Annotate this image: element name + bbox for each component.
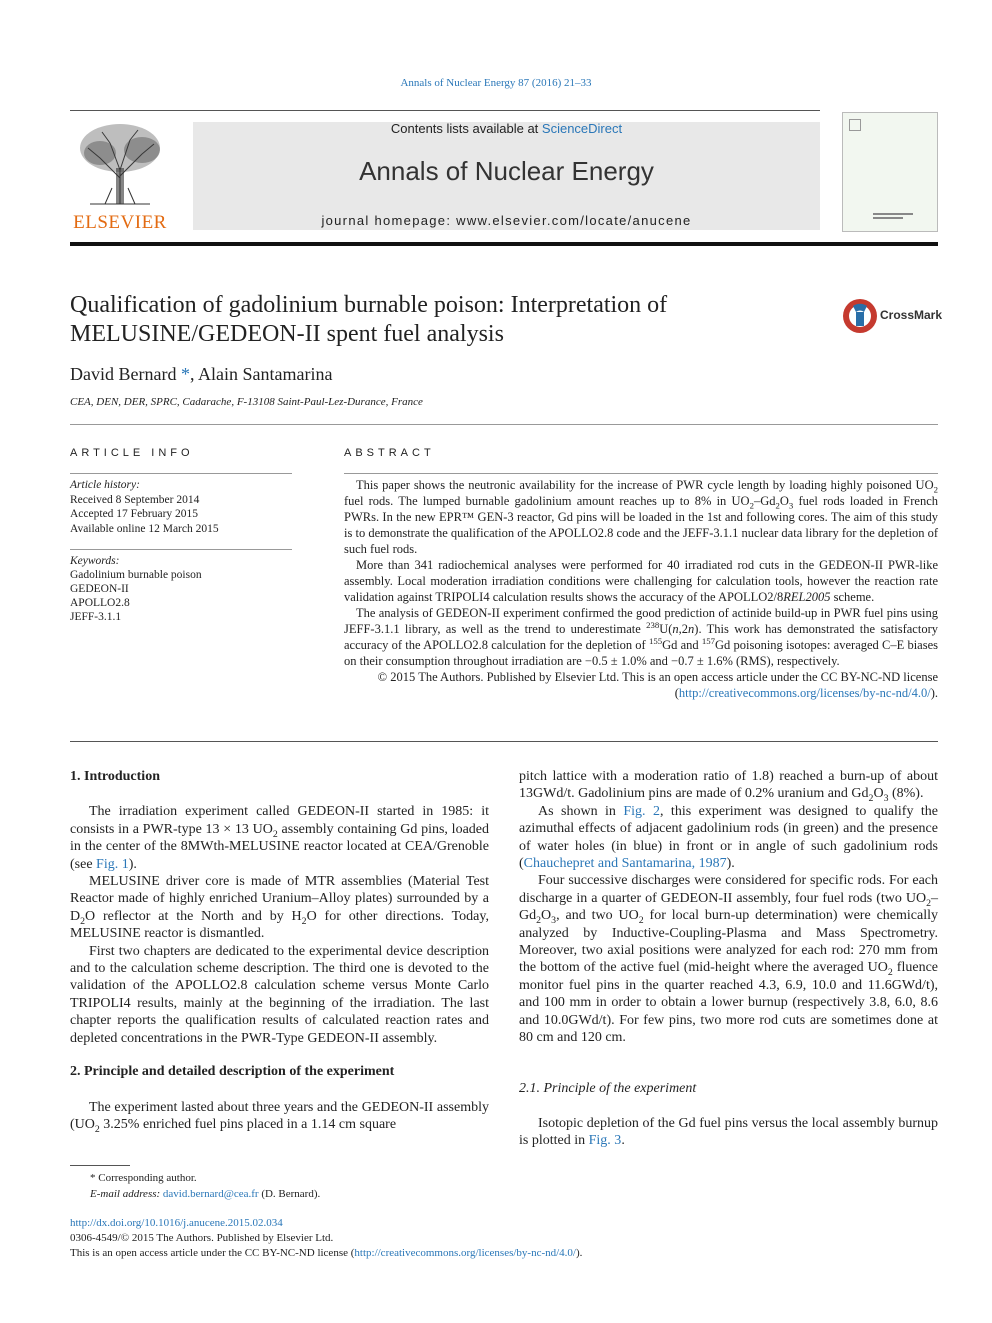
elsevier-logo[interactable] [70, 118, 170, 233]
history-label: Article history: [70, 479, 140, 491]
section-heading: 1. Introduction [70, 769, 160, 784]
received-date: Received 8 September 2014 [70, 493, 200, 506]
homepage-url[interactable]: www.elsevier.com/locate/anucene [456, 213, 692, 228]
article-title: Qualification of gadolinium burnable poison: Interpretation of MELUSINE/GEDEON-II spent fuel analysis [70, 292, 668, 347]
figure-link[interactable]: Fig. 2 [623, 803, 660, 819]
figure-link[interactable]: Fig. 1 [96, 856, 129, 872]
online-date: Available online 12 March 2015 [70, 522, 219, 535]
author-list [70, 364, 332, 385]
body-paragraph: pitch lattice with a moderation ratio of 1.8) reached a burn-up of about 13GWd/t. Gadolinium pins are made of 0.2% uranium and $Gd_2O_3$ (8%). [519, 769, 938, 805]
keyword: APOLLO2.8 [70, 597, 130, 609]
author-name: Alain Santamarina [197, 364, 333, 384]
abstract-heading: ABSTRACT [344, 447, 435, 459]
contents-line [193, 121, 820, 136]
cover-decoration [873, 213, 913, 215]
sciencedirect-link[interactable]: ScienceDirect [541, 121, 623, 136]
keyword: JEFF-3.1.1 [70, 611, 122, 623]
section-heading: 2. Principle and detailed description of the experiment [70, 1064, 395, 1080]
abstract-paragraph: This paper shows the neutronic availability for the increase of PWR cycle length by loading highly poisoned $UO_2$ fuel rods. The lumped burnable gadolinium amount reaches up to 8% in $UO_2-Gd_2O_3$ fuel rods loaded in French PWRs. In the new EPR™ GEN-3 reactor, Gd pins will be loaded in the 1st and following cores. The aim of this study is to demonstrate the qualification of the APOLLO2.8 code and the JEFF-3.1.1 nuclear data library for the depletion of such fuel rods. [344, 478, 938, 556]
footnote [70, 1170, 320, 1202]
body-column-right [519, 768, 938, 1150]
crossmark-label: CrossMark [880, 308, 943, 322]
homepage-line [193, 213, 820, 228]
body-paragraph: Isotopic depletion of the Gd fuel pins versus the local assembly burnup is plotted in Fig. 3. [519, 1115, 938, 1149]
author-name: David Bernard [70, 364, 177, 384]
contents-prefix: Contents lists available at [390, 121, 542, 136]
email-link[interactable]: david.bernard@cea.fr [162, 1188, 259, 1200]
footnote-rule [70, 1165, 130, 1166]
keywords [70, 554, 300, 624]
email-note: E-mail address: david.bernard@cea.fr (D. Bernard). [90, 1188, 321, 1200]
affiliation: CEA, DEN, DER, SPRC, Cadarache, F-13108 Saint-Paul-Lez-Durance, France [70, 396, 423, 408]
crossmark-badge[interactable] [842, 298, 952, 334]
divider [70, 473, 292, 474]
article-info-heading: ARTICLE INFO [70, 447, 194, 459]
divider [70, 741, 938, 742]
reference-link[interactable]: Chauchepret and Santamarina, 1987 [523, 856, 727, 872]
keyword: GEDEON-II [70, 583, 129, 595]
body-paragraph: Four successive discharges were considered for specific rods. For each discharge in a quarter of GEDEON-II assembly, four fuel rods (two $UO_2-Gd_2O_3$, and two $UO_2$ for local burn-up determination) were chemically analyzed by Inductive-Coupling-Plasma and Mass Spectrometry. Moreover, two axial positions were analyzed for each rod: 270 mm from the bottom of the active fuel (mid-height where the averaged $UO_2$ fluence monitor fuel pins in the quarter reached 4.3, 6.9, 10.0 and 11.6GWd/t), and 100 mm in order to obtain a lower burnup (respectively 3.8, 6.0, 8.6 and 10.0GWd/t). For few pins, two more rod cuts are sometimes done at 80 cm and 120 cm. [519, 873, 938, 1046]
journal-title: Annals of Nuclear Energy [359, 156, 654, 186]
body-paragraph: As shown in Fig. 2, this experiment was designed to qualify the azimuthal effects of adjacent gadolinium rods (in green) and the presence of water holes (in blue) in front or in angle of such gadolinium rods (Chauchepret and Santamarina, 1987). [519, 803, 938, 872]
license-link[interactable]: http://creativecommons.org/licenses/by-nc-nd/4.0/ [678, 686, 931, 700]
body-paragraph: MELUSINE driver core is made of MTR assemblies (Material Test Reactor made of highly enriched Uranium–Alloy plates) surrounded by a $D_2O$ reflector at the North and by $H_2O$ for other directions. Today, MELUSINE reactor is dismantled. [70, 874, 489, 942]
corresponding-author-mark[interactable]: * [176, 364, 190, 384]
body-paragraph: First two chapters are dedicated to the experimental device description and to the calculation scheme description. The third one is devoted to the validation of the APOLLO2.8 calculation scheme versus Monte Carlo TRIPOLI4 results, mainly at the beginning of the irradiation. The last chapter reports the qualification results of calculated reaction rates and depleted concentrations in the PWR-Type GEDEON-II assembly. [70, 943, 489, 1046]
doi-link[interactable]: http://dx.doi.org/10.1016/j.anucene.2015.02.034 [70, 1217, 283, 1229]
header-rule-bottom [70, 242, 938, 246]
issn-line: 0306-4549/© 2015 The Authors. Published by Elsevier Ltd. [70, 1232, 334, 1244]
body-paragraph: The experiment lasted about three years and the GEDEON-II assembly ($UO_2$ 3.25% enriched fuel pins placed in a 1.14 cm square [70, 1099, 489, 1135]
figure-link[interactable]: Fig. 3 [588, 1133, 622, 1149]
publisher-name: ELSEVIER [73, 212, 167, 233]
cover-decoration [873, 217, 903, 219]
cover-logo-icon [849, 119, 861, 131]
keywords-label: Keywords: [70, 555, 120, 567]
license-link[interactable]: http://creativecommons.org/licenses/by-nc-nd/4.0/ [354, 1247, 576, 1259]
subsection-heading: 2.1. Principle of the experiment [519, 1080, 697, 1096]
author-separator: , [189, 364, 198, 384]
article-history [70, 478, 300, 536]
abstract-copyright: © 2015 The Authors. Published by Elsevier Ltd. This is an open access article under the CC BY-NC-ND license (http://creativecommons.org/licenses/by-nc-nd/4.0/). [377, 670, 938, 700]
abstract-body [344, 477, 938, 701]
journal-cover-thumbnail[interactable] [842, 112, 938, 232]
header-rule-top [70, 110, 820, 111]
homepage-label: journal homepage: [321, 213, 457, 228]
crossmark-icon [842, 298, 878, 334]
corresponding-author-note: * Corresponding author. [90, 1172, 197, 1184]
divider [70, 424, 938, 425]
page-footer [70, 1216, 938, 1261]
abstract-paragraph: The analysis of GEDEON-II experiment confirmed the good prediction of actinide build-up in PWR fuel pins using JEFF-3.1.1 library, as well as the trend to underestimate $^{238}$U(n,2n). This work has demonstrated the satisfactory accuracy of the APOLLO2.8 calculation for the depletion of $^{155}$Gd and $^{157}$Gd poisoning isotopes: averaged C–E biases on their consumption throughout irradiation are −0.5 ± 1.0% and −0.7 ± 1.6% (RMS), respectively. [344, 606, 939, 668]
journal-citation[interactable]: Annals of Nuclear Energy 87 (2016) 21–33 [400, 77, 592, 89]
license-line: This is an open access article under the CC BY-NC-ND license (http://creativecommons.org/licenses/by-nc-nd/4.0/). [70, 1247, 583, 1259]
body-paragraph: The irradiation experiment called GEDEON-II started in 1985: it consists in a PWR-type 13 × 13 $UO_2$ assembly containing Gd pins, loaded in the center of the 8MWth-MELUSINE reactor located at CEA/Grenoble (see Fig. 1). [70, 804, 489, 872]
divider [344, 473, 938, 474]
body-column-left [70, 768, 489, 1133]
keyword: Gadolinium burnable poison [70, 569, 202, 581]
abstract-paragraph: More than 341 radiochemical analyses were performed for 40 irradiated rod cuts in the GEDEON-II PWR-like assembly. Local moderation irradiation conditions were challenging for calculation tools, however the reaction rate validation against TRIPOLI4 calculation results shows the accuracy of the APOLLO2/8REL2005 scheme. [344, 558, 938, 604]
divider [70, 549, 292, 550]
accepted-date: Accepted 17 February 2015 [70, 508, 199, 520]
